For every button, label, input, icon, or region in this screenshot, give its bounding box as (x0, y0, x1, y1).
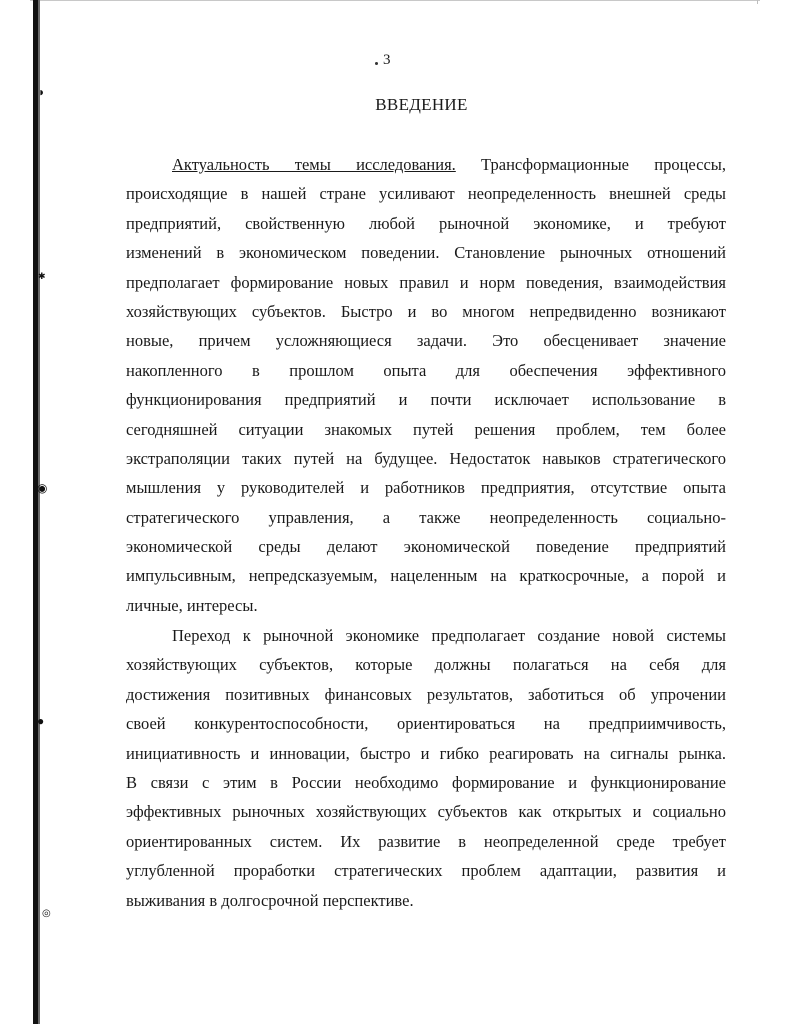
paragraph-line: эффективных рыночных хозяйствующих субъектов как открытых и социально (126, 802, 726, 822)
paragraph-line: личные, интересы. (126, 595, 258, 615)
paragraph-line: происходящие в нашей стране усиливают неопределенность внешней среды (126, 184, 726, 204)
binding-hole-mark-icon: ◉ (37, 481, 48, 495)
paragraph-line: новые, причем усложняющиеся задачи. Это обесценивает значение (126, 331, 726, 351)
paragraph-line: ориентированных систем. Их развитие в неопределенной среде требует (126, 831, 726, 851)
paragraph-line: изменений в экономическом поведении. Становление рыночных отношений (126, 243, 726, 263)
page-title: ВВЕДЕНИЕ (375, 95, 468, 114)
paragraph-line: хозяйствующих субъектов, которые должны полагаться на себя для (126, 655, 726, 675)
scan-dot (375, 62, 378, 65)
paragraph-line: предполагает формирование новых правил и норм поведения, взаимодействия (126, 272, 726, 292)
scan-top-edge (30, 0, 760, 1)
paragraph-relevance (126, 150, 726, 620)
paragraph-line: В связи с этим в России необходимо формирование и функционирование (126, 772, 726, 792)
paragraph-line: своей конкурентоспособности, ориентироваться на предприимчивость, (126, 714, 726, 734)
paragraph-line: импульсивным, непредсказуемым, нацеленным на краткосрочные, а порой и (126, 566, 726, 586)
page-binding-shadow (38, 0, 40, 1024)
paragraph-line: хозяйствующих субъектов. Быстро и во многом непредвиденно возникают (126, 301, 726, 321)
scan-corner-tick (757, 0, 758, 4)
paragraph-line: Переход к рыночной экономике предполагает создание новой системы (172, 626, 726, 645)
paragraph-line (126, 150, 726, 179)
paragraph-line-text: Трансформационные процессы, (481, 155, 726, 174)
paragraph-line: экономической среды делают экономической поведение предприятий (126, 537, 726, 557)
paragraph-line: сегодняшней ситуации знакомых путей решения проблем, тем более (126, 419, 726, 439)
binding-hole-mark-icon: ◗ (38, 85, 46, 99)
paragraph-line: накопленного в прошлом опыта для обеспечения эффективного (126, 360, 726, 380)
paragraph-line: выживания в долгосрочной перспективе. (126, 890, 414, 910)
binding-hole-mark-icon: ◎ (42, 908, 51, 919)
paragraph-line: функционирования предприятий и почти исключает использование в (126, 390, 726, 410)
paragraph-line: углубленной проработки стратегических проблем адаптации, развития и (126, 861, 726, 881)
paragraph-market-transition (126, 621, 726, 915)
binding-hole-mark-icon: ✱ (38, 271, 46, 281)
paragraph-line: мышления у руководителей и работников предприятия, отсутствие опыта (126, 478, 726, 498)
section-lead: Актуальность темы исследования. (172, 155, 456, 174)
paragraph-line: достижения позитивных финансовых результатов, заботиться об упрочении (126, 684, 726, 704)
binding-hole-mark-icon: ● (37, 714, 45, 728)
page-number-value: 3 (383, 52, 391, 68)
page-number (375, 52, 391, 69)
paragraph-line: инициативность и инновации, быстро и гибко реагировать на сигналы рынка. (126, 743, 726, 763)
paragraph-line: предприятий, свойственную любой рыночной экономике, и требуют (126, 213, 726, 233)
paragraph-line: экстраполяции таких путей на будущее. Недостаток навыков стратегического (126, 448, 726, 468)
paragraph-line: стратегического управления, а также неопределенность социально- (126, 507, 726, 527)
